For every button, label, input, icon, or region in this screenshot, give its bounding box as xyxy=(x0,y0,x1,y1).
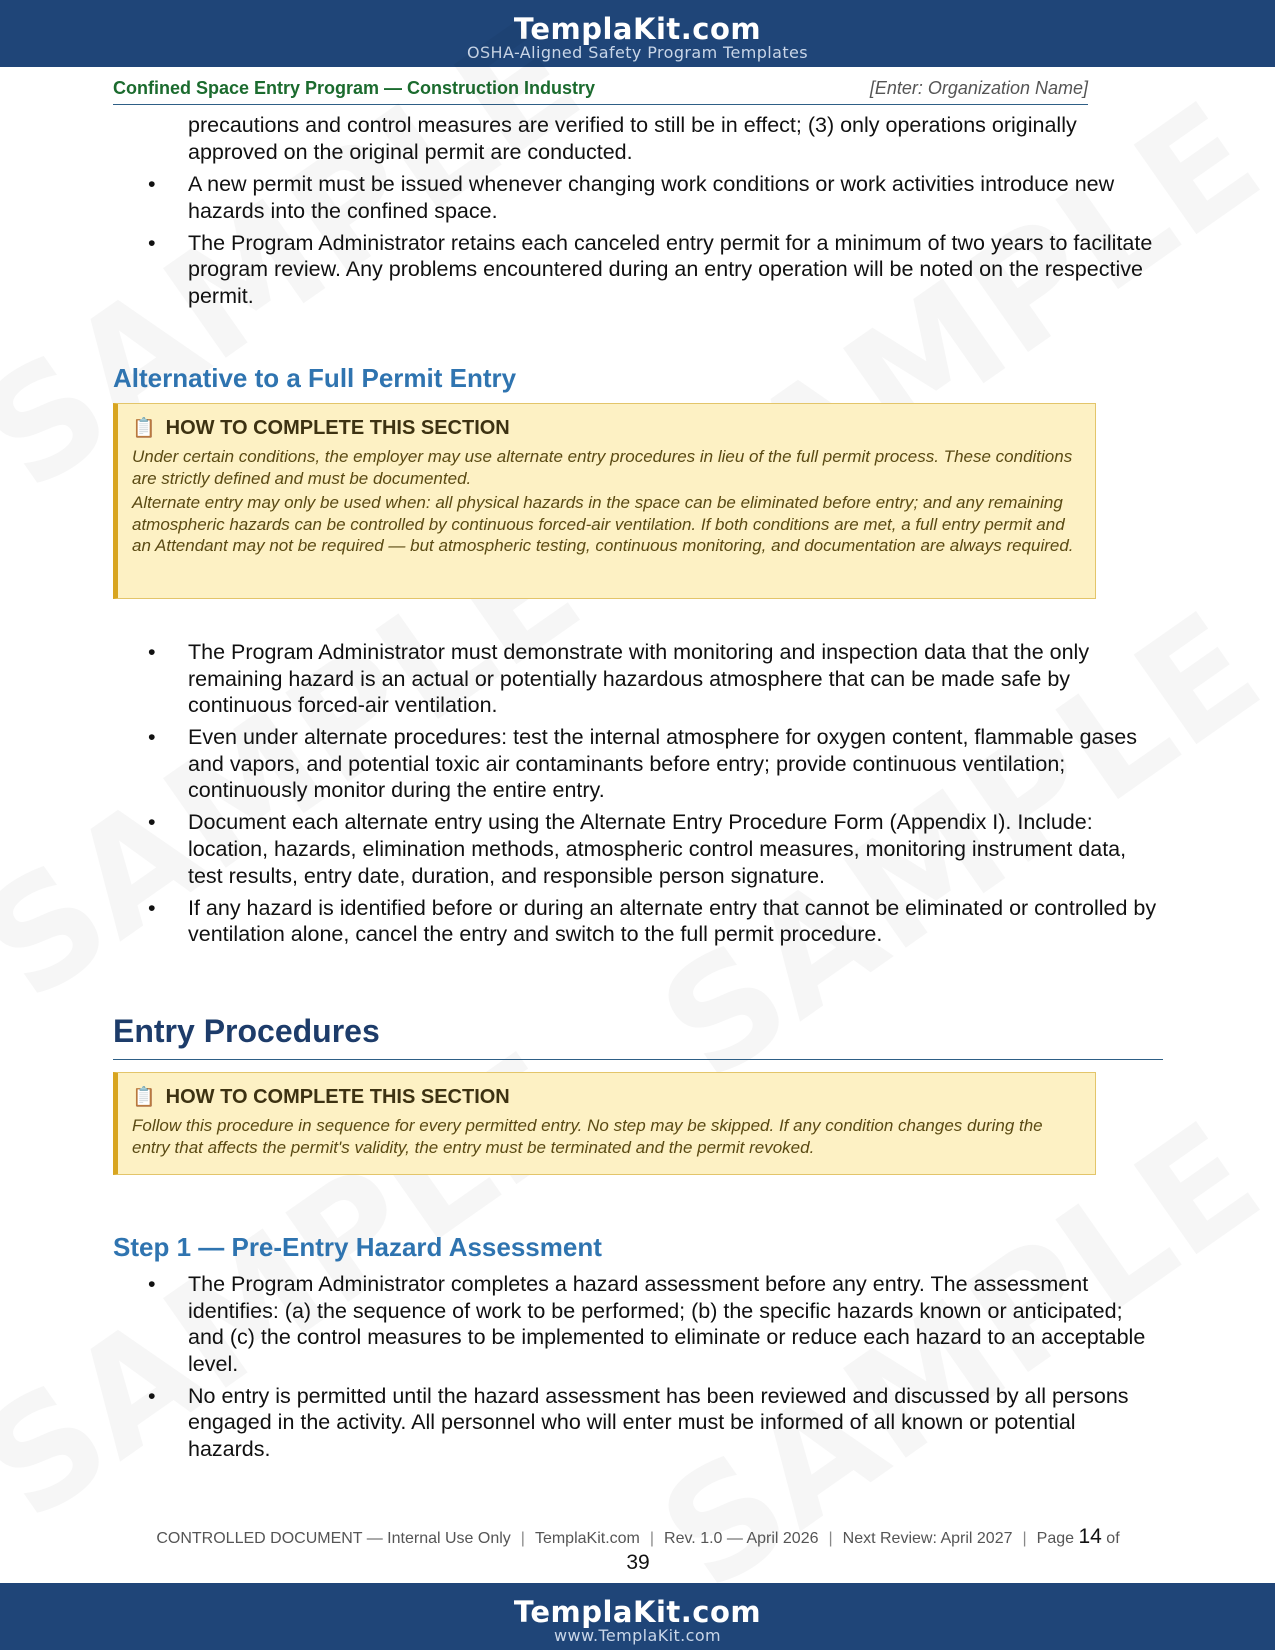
note-title: 📋 HOW TO COMPLETE THIS SECTION xyxy=(132,417,510,439)
step1-bullet-list xyxy=(113,1271,1163,1468)
instruction-note xyxy=(113,403,1096,599)
bullet-icon: • xyxy=(148,895,156,920)
footer-of-label: of xyxy=(1106,1530,1120,1547)
bullet-icon: • xyxy=(148,810,156,835)
alternative-bullet-list xyxy=(113,639,1163,953)
footer-total-pages: 39 xyxy=(626,1551,650,1574)
footer-separator: | xyxy=(649,1530,655,1547)
list-item: • If any hazard is identified before or during an alternate entry that cannot be eliminated or controlled by ventilation alone, cancel the entry and switch to the full permit procedure. xyxy=(148,895,1157,947)
footer-page-label: Page xyxy=(1036,1530,1075,1547)
page-footer xyxy=(113,1525,1163,1575)
bullet-icon: • xyxy=(148,230,156,255)
list-item: • The Program Administrator must demonstrate with monitoring and inspection data that the only remaining hazard is an actual or potentially hazardous atmosphere that can be made safe by continuous forced-air ventilation. xyxy=(148,640,1090,718)
footer-revision: Rev. 1.0 — April 2026 xyxy=(664,1530,819,1547)
footer-separator: | xyxy=(828,1530,833,1547)
bullet-icon: • xyxy=(148,725,156,750)
organization-placeholder: [Enter: Organization Name] xyxy=(869,78,1088,98)
footer-site: TemplaKit.com xyxy=(534,1530,640,1547)
note-paragraph: Alternate entry may only be used when: all physical hazards in the space can be eliminated before entry; and any remaining atmospheric hazards can be controlled by continuous forced-air ventilation. If both conditions are met, a full entry permit and an Attendant may not be required — but atmospheric testing, continuous monitoring, and documentation are always required. xyxy=(132,493,1074,555)
brand-name: TemplaKit.com xyxy=(513,12,762,46)
running-header xyxy=(113,77,1088,105)
brand-tagline: OSHA-Aligned Safety Program Templates xyxy=(466,43,809,62)
note-title: 📋 HOW TO COMPLETE THIS SECTION xyxy=(132,1086,510,1108)
bullet-icon: • xyxy=(148,640,156,664)
footer-control-notice: CONTROLLED DOCUMENT — Internal Use Only xyxy=(156,1530,511,1547)
list-item: • The Program Administrator completes a hazard assessment before any entry. The assessment identifies: (a) the sequence of work to be performed; (b) the specific hazards known or anticipated; and (c) the control measures to be implemented to eliminate or reduce each hazard to an acceptable level. xyxy=(148,1272,1146,1376)
bottom-banner xyxy=(0,1583,1275,1650)
bottom-brand-name: TemplaKit.com xyxy=(513,1595,762,1629)
list-item: • Document each alternate entry using the Alternate Entry Procedure Form (Appendix I). Include: location, hazards, elimination methods, atmospheric control measures, monitoring instrument data, test results, entry date, duration, and responsible person signature. xyxy=(148,810,1127,888)
document-title: Confined Space Entry Program — Construction Industry xyxy=(113,78,596,98)
section-heading-entry-procedures: Entry Procedures xyxy=(113,1013,380,1049)
subsection-heading-step-1: Step 1 — Pre-Entry Hazard Assessment xyxy=(113,1232,602,1262)
list-item: • Even under alternate procedures: test the internal atmosphere for oxygen content, flammable gases and vapors, and potential toxic air contaminants before entry; provide continuous ventilation; continuously monitor during the entire entry. xyxy=(148,725,1137,803)
intro-bullet-list xyxy=(113,171,1163,315)
bottom-brand-url[interactable]: www.TemplaKit.com xyxy=(553,1626,722,1645)
note-paragraph: Under certain conditions, the employer may use alternate entry procedures in lieu of the full permit process. These conditions are strictly defined and must be documented. xyxy=(132,447,1073,488)
top-banner xyxy=(0,0,1275,67)
bullet-icon: • xyxy=(148,1383,156,1408)
bullet-icon: • xyxy=(148,1272,156,1296)
clipboard-icon: 📋 xyxy=(132,418,156,439)
continued-paragraph: precautions and control measures are verified to still be in effect; (3) only operations originally approved on the original permit are conducted. xyxy=(188,113,1077,164)
footer-separator: | xyxy=(520,1530,525,1547)
instruction-note xyxy=(113,1072,1096,1175)
note-paragraph: Follow this procedure in sequence for every permitted entry. No step may be skipped. If any condition changes during the entry that affects the permit's validity, the entry must be terminated and the permit revoked. xyxy=(132,1116,1043,1157)
footer-page-number: 14 xyxy=(1078,1525,1102,1548)
footer-separator: | xyxy=(1022,1530,1027,1547)
section-divider xyxy=(113,1059,1163,1060)
footer-next-review: Next Review: April 2027 xyxy=(842,1530,1013,1547)
list-item: • No entry is permitted until the hazard assessment has been reviewed and discussed by all persons engaged in the activity. All personnel who will enter must be informed of all known or potential hazards. xyxy=(148,1383,1129,1461)
subsection-heading-alternative: Alternative to a Full Permit Entry xyxy=(113,363,517,393)
clipboard-icon: 📋 xyxy=(132,1087,156,1108)
list-item: • The Program Administrator retains each canceled entry permit for a minimum of two years to facilitate program review. Any problems encountered during an entry operation will be noted on the respective permit. xyxy=(148,230,1153,308)
list-item: • A new permit must be issued whenever changing work conditions or work activities introduce new hazards into the confined space. xyxy=(148,172,1115,223)
bullet-icon: • xyxy=(148,172,156,196)
